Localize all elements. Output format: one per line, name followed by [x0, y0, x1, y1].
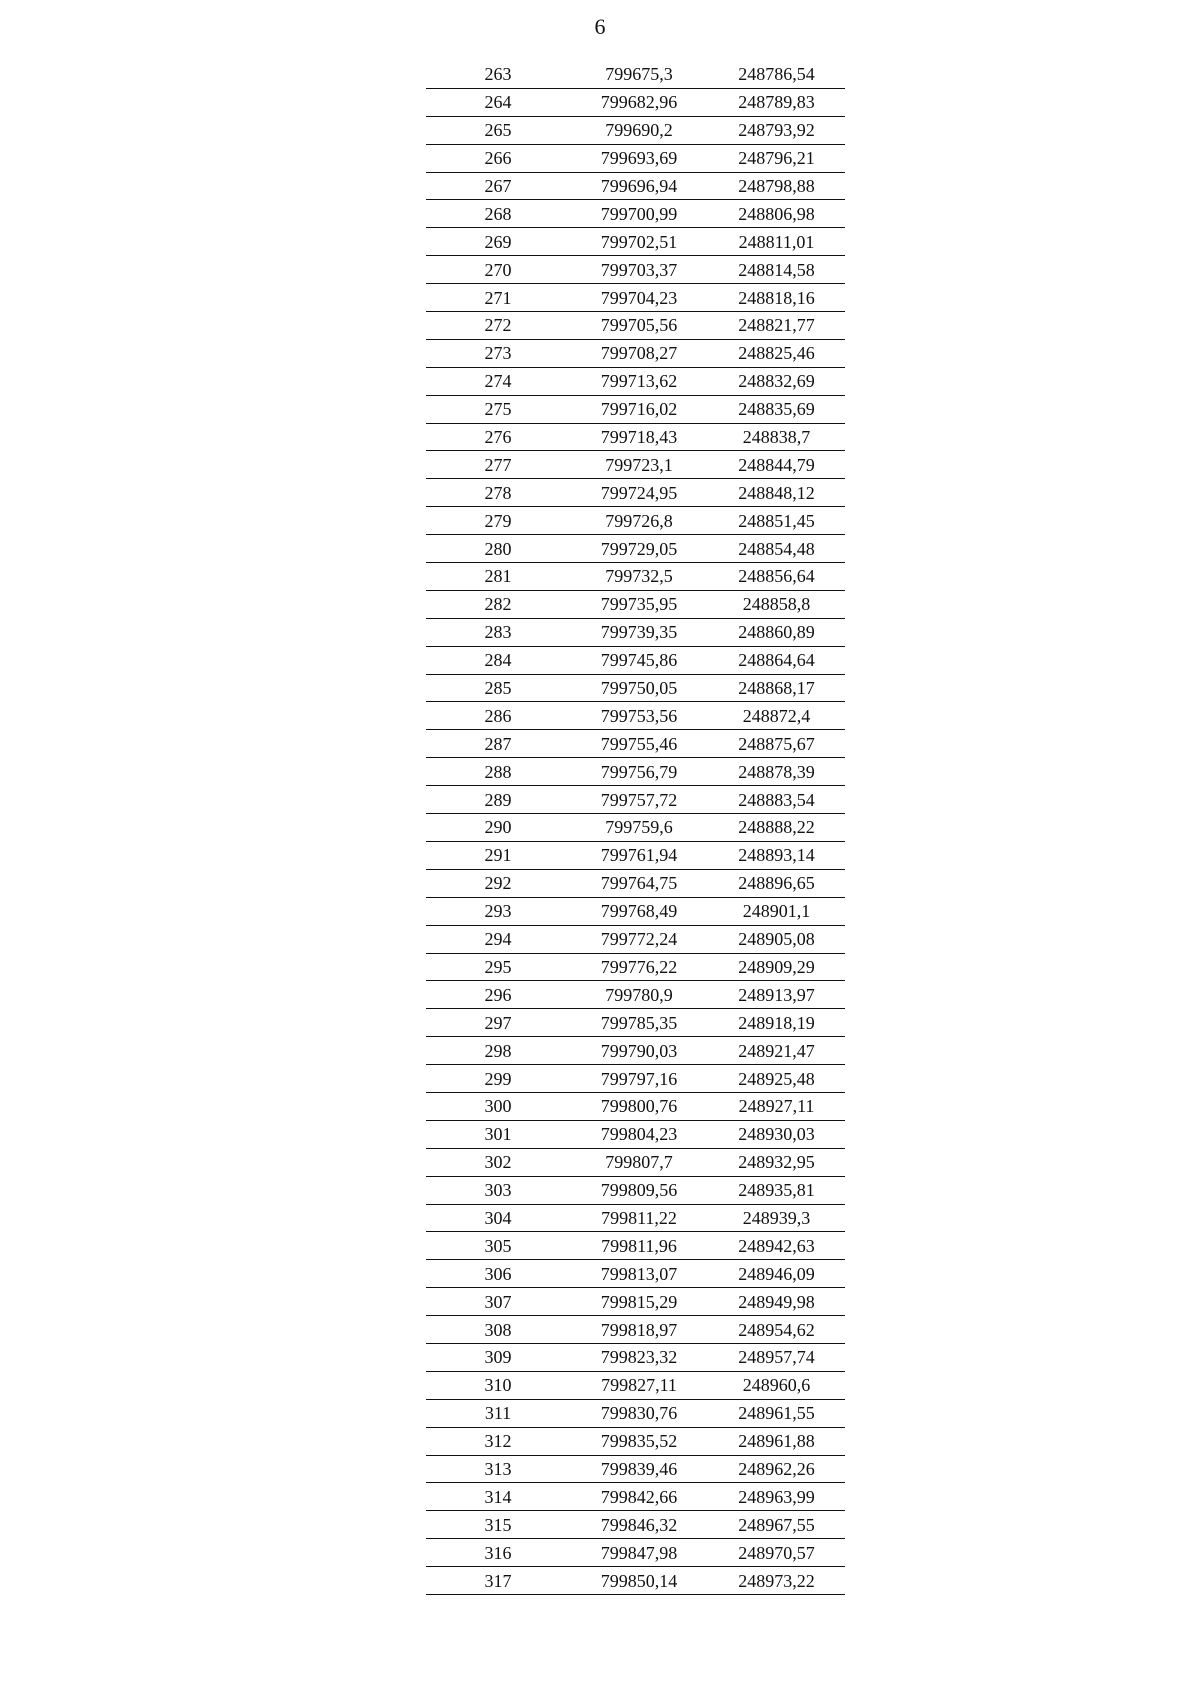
- x-coordinate-cell: 799700,99: [570, 200, 708, 228]
- y-coordinate-cell: 248939,3: [708, 1204, 845, 1232]
- table-row: [426, 172, 845, 200]
- x-coordinate-cell: 799696,94: [570, 172, 708, 200]
- y-coordinate-cell: 248896,65: [708, 869, 845, 897]
- coordinates-table: [426, 61, 845, 1595]
- x-coordinate-cell: 799704,23: [570, 284, 708, 312]
- point-number-cell: 314: [426, 1483, 570, 1511]
- table-row: [426, 1343, 845, 1371]
- y-coordinate-cell: 248856,64: [708, 563, 845, 591]
- y-coordinate-cell: 248961,55: [708, 1399, 845, 1427]
- y-coordinate-cell: 248838,7: [708, 423, 845, 451]
- point-number-cell: 316: [426, 1539, 570, 1567]
- table-row: [426, 116, 845, 144]
- table-row: [426, 61, 845, 88]
- x-coordinate-cell: 799850,14: [570, 1567, 708, 1595]
- point-number-cell: 282: [426, 590, 570, 618]
- table-row: [426, 1455, 845, 1483]
- point-number-cell: 290: [426, 814, 570, 842]
- y-coordinate-cell: 248909,29: [708, 953, 845, 981]
- table-row: [426, 1120, 845, 1148]
- x-coordinate-cell: 799800,76: [570, 1092, 708, 1120]
- point-number-cell: 293: [426, 897, 570, 925]
- y-coordinate-cell: 248851,45: [708, 507, 845, 535]
- table-row: [426, 1148, 845, 1176]
- point-number-cell: 317: [426, 1567, 570, 1595]
- y-coordinate-cell: 248963,99: [708, 1483, 845, 1511]
- x-coordinate-cell: 799809,56: [570, 1176, 708, 1204]
- point-number-cell: 266: [426, 144, 570, 172]
- y-coordinate-cell: 248901,1: [708, 897, 845, 925]
- x-coordinate-cell: 799811,96: [570, 1232, 708, 1260]
- table-row: [426, 563, 845, 591]
- point-number-cell: 294: [426, 925, 570, 953]
- x-coordinate-cell: 799756,79: [570, 758, 708, 786]
- table-row: [426, 786, 845, 814]
- x-coordinate-cell: 799842,66: [570, 1483, 708, 1511]
- x-coordinate-cell: 799693,69: [570, 144, 708, 172]
- x-coordinate-cell: 799713,62: [570, 367, 708, 395]
- table-row: [426, 395, 845, 423]
- point-number-cell: 284: [426, 646, 570, 674]
- point-number-cell: 301: [426, 1120, 570, 1148]
- point-number-cell: 305: [426, 1232, 570, 1260]
- table-row: [426, 897, 845, 925]
- point-number-cell: 273: [426, 339, 570, 367]
- y-coordinate-cell: 248973,22: [708, 1567, 845, 1595]
- x-coordinate-cell: 799723,1: [570, 451, 708, 479]
- point-number-cell: 307: [426, 1288, 570, 1316]
- table-row: [426, 730, 845, 758]
- y-coordinate-cell: 248848,12: [708, 479, 845, 507]
- y-coordinate-cell: 248835,69: [708, 395, 845, 423]
- table-row: [426, 1065, 845, 1093]
- x-coordinate-cell: 799759,6: [570, 814, 708, 842]
- table-row: [426, 1511, 845, 1539]
- table-row: [426, 758, 845, 786]
- x-coordinate-cell: 799846,32: [570, 1511, 708, 1539]
- y-coordinate-cell: 248918,19: [708, 1009, 845, 1037]
- point-number-cell: 304: [426, 1204, 570, 1232]
- table-row: [426, 479, 845, 507]
- point-number-cell: 287: [426, 730, 570, 758]
- y-coordinate-cell: 248844,79: [708, 451, 845, 479]
- x-coordinate-cell: 799827,11: [570, 1371, 708, 1399]
- x-coordinate-cell: 799811,22: [570, 1204, 708, 1232]
- x-coordinate-cell: 799823,32: [570, 1343, 708, 1371]
- table-row: [426, 1176, 845, 1204]
- table-row: [426, 1092, 845, 1120]
- x-coordinate-cell: 799768,49: [570, 897, 708, 925]
- point-number-cell: 274: [426, 367, 570, 395]
- y-coordinate-cell: 248932,95: [708, 1148, 845, 1176]
- point-number-cell: 289: [426, 786, 570, 814]
- y-coordinate-cell: 248860,89: [708, 618, 845, 646]
- y-coordinate-cell: 248970,57: [708, 1539, 845, 1567]
- y-coordinate-cell: 248942,63: [708, 1232, 845, 1260]
- table-row: [426, 841, 845, 869]
- x-coordinate-cell: 799705,56: [570, 312, 708, 340]
- table-row: [426, 1539, 845, 1567]
- y-coordinate-cell: 248798,88: [708, 172, 845, 200]
- y-coordinate-cell: 248864,64: [708, 646, 845, 674]
- y-coordinate-cell: 248821,77: [708, 312, 845, 340]
- table-row: [426, 869, 845, 897]
- y-coordinate-cell: 248872,4: [708, 702, 845, 730]
- x-coordinate-cell: 799830,76: [570, 1399, 708, 1427]
- x-coordinate-cell: 799750,05: [570, 674, 708, 702]
- table-row: [426, 144, 845, 172]
- y-coordinate-cell: 248957,74: [708, 1343, 845, 1371]
- table-row: [426, 228, 845, 256]
- table-row: [426, 451, 845, 479]
- table-row: [426, 312, 845, 340]
- point-number-cell: 280: [426, 535, 570, 563]
- x-coordinate-cell: 799839,46: [570, 1455, 708, 1483]
- point-number-cell: 300: [426, 1092, 570, 1120]
- table-row: [426, 618, 845, 646]
- table-row: [426, 925, 845, 953]
- point-number-cell: 298: [426, 1037, 570, 1065]
- point-number-cell: 295: [426, 953, 570, 981]
- x-coordinate-cell: 799739,35: [570, 618, 708, 646]
- point-number-cell: 288: [426, 758, 570, 786]
- point-number-cell: 285: [426, 674, 570, 702]
- point-number-cell: 269: [426, 228, 570, 256]
- x-coordinate-cell: 799716,02: [570, 395, 708, 423]
- x-coordinate-cell: 799724,95: [570, 479, 708, 507]
- point-number-cell: 277: [426, 451, 570, 479]
- table-row: [426, 814, 845, 842]
- point-number-cell: 296: [426, 981, 570, 1009]
- y-coordinate-cell: 248961,88: [708, 1427, 845, 1455]
- point-number-cell: 302: [426, 1148, 570, 1176]
- table-row: [426, 284, 845, 312]
- x-coordinate-cell: 799776,22: [570, 953, 708, 981]
- y-coordinate-cell: 248935,81: [708, 1176, 845, 1204]
- x-coordinate-cell: 799718,43: [570, 423, 708, 451]
- y-coordinate-cell: 248967,55: [708, 1511, 845, 1539]
- y-coordinate-cell: 248789,83: [708, 88, 845, 116]
- point-number-cell: 291: [426, 841, 570, 869]
- y-coordinate-cell: 248793,92: [708, 116, 845, 144]
- y-coordinate-cell: 248921,47: [708, 1037, 845, 1065]
- point-number-cell: 270: [426, 256, 570, 284]
- table-row: [426, 674, 845, 702]
- x-coordinate-cell: 799785,35: [570, 1009, 708, 1037]
- point-number-cell: 263: [426, 61, 570, 88]
- table-row: [426, 981, 845, 1009]
- y-coordinate-cell: 248806,98: [708, 200, 845, 228]
- table-row: [426, 1399, 845, 1427]
- point-number-cell: 309: [426, 1343, 570, 1371]
- table-row: [426, 590, 845, 618]
- y-coordinate-cell: 248832,69: [708, 367, 845, 395]
- table-row: [426, 200, 845, 228]
- table-row: [426, 953, 845, 981]
- x-coordinate-cell: 799729,05: [570, 535, 708, 563]
- x-coordinate-cell: 799732,5: [570, 563, 708, 591]
- point-number-cell: 268: [426, 200, 570, 228]
- x-coordinate-cell: 799772,24: [570, 925, 708, 953]
- table-row: [426, 1316, 845, 1344]
- y-coordinate-cell: 248858,8: [708, 590, 845, 618]
- y-coordinate-cell: 248814,58: [708, 256, 845, 284]
- x-coordinate-cell: 799818,97: [570, 1316, 708, 1344]
- x-coordinate-cell: 799682,96: [570, 88, 708, 116]
- table-row: [426, 1483, 845, 1511]
- y-coordinate-cell: 248818,16: [708, 284, 845, 312]
- x-coordinate-cell: 799790,03: [570, 1037, 708, 1065]
- table-row: [426, 1427, 845, 1455]
- x-coordinate-cell: 799703,37: [570, 256, 708, 284]
- table-row: [426, 423, 845, 451]
- point-number-cell: 311: [426, 1399, 570, 1427]
- y-coordinate-cell: 248893,14: [708, 841, 845, 869]
- x-coordinate-cell: 799753,56: [570, 702, 708, 730]
- x-coordinate-cell: 799797,16: [570, 1065, 708, 1093]
- table-row: [426, 535, 845, 563]
- y-coordinate-cell: 248875,67: [708, 730, 845, 758]
- x-coordinate-cell: 799726,8: [570, 507, 708, 535]
- point-number-cell: 281: [426, 563, 570, 591]
- point-number-cell: 278: [426, 479, 570, 507]
- page-number: 6: [594, 14, 606, 39]
- table-row: [426, 1232, 845, 1260]
- y-coordinate-cell: 248905,08: [708, 925, 845, 953]
- point-number-cell: 271: [426, 284, 570, 312]
- coordinates-table-body: [426, 61, 845, 1594]
- x-coordinate-cell: 799675,3: [570, 61, 708, 88]
- point-number-cell: 283: [426, 618, 570, 646]
- point-number-cell: 297: [426, 1009, 570, 1037]
- x-coordinate-cell: 799764,75: [570, 869, 708, 897]
- table-row: [426, 1009, 845, 1037]
- x-coordinate-cell: 799804,23: [570, 1120, 708, 1148]
- point-number-cell: 265: [426, 116, 570, 144]
- x-coordinate-cell: 799780,9: [570, 981, 708, 1009]
- x-coordinate-cell: 799847,98: [570, 1539, 708, 1567]
- table-row: [426, 702, 845, 730]
- x-coordinate-cell: 799807,7: [570, 1148, 708, 1176]
- y-coordinate-cell: 248925,48: [708, 1065, 845, 1093]
- y-coordinate-cell: 248878,39: [708, 758, 845, 786]
- point-number-cell: 310: [426, 1371, 570, 1399]
- y-coordinate-cell: 248962,26: [708, 1455, 845, 1483]
- point-number-cell: 276: [426, 423, 570, 451]
- y-coordinate-cell: 248811,01: [708, 228, 845, 256]
- x-coordinate-cell: 799708,27: [570, 339, 708, 367]
- point-number-cell: 292: [426, 869, 570, 897]
- table-row: [426, 367, 845, 395]
- x-coordinate-cell: 799835,52: [570, 1427, 708, 1455]
- point-number-cell: 312: [426, 1427, 570, 1455]
- x-coordinate-cell: 799735,95: [570, 590, 708, 618]
- y-coordinate-cell: 248960,6: [708, 1371, 845, 1399]
- x-coordinate-cell: 799813,07: [570, 1260, 708, 1288]
- point-number-cell: 299: [426, 1065, 570, 1093]
- table-row: [426, 1567, 845, 1595]
- point-number-cell: 286: [426, 702, 570, 730]
- point-number-cell: 306: [426, 1260, 570, 1288]
- point-number-cell: 303: [426, 1176, 570, 1204]
- table-row: [426, 256, 845, 284]
- point-number-cell: 315: [426, 1511, 570, 1539]
- y-coordinate-cell: 248949,98: [708, 1288, 845, 1316]
- table-row: [426, 88, 845, 116]
- y-coordinate-cell: 248946,09: [708, 1260, 845, 1288]
- point-number-cell: 313: [426, 1455, 570, 1483]
- table-row: [426, 1037, 845, 1065]
- y-coordinate-cell: 248888,22: [708, 814, 845, 842]
- x-coordinate-cell: 799815,29: [570, 1288, 708, 1316]
- table-row: [426, 1260, 845, 1288]
- point-number-cell: 264: [426, 88, 570, 116]
- y-coordinate-cell: 248883,54: [708, 786, 845, 814]
- table-row: [426, 1204, 845, 1232]
- x-coordinate-cell: 799755,46: [570, 730, 708, 758]
- x-coordinate-cell: 799757,72: [570, 786, 708, 814]
- x-coordinate-cell: 799745,86: [570, 646, 708, 674]
- x-coordinate-cell: 799761,94: [570, 841, 708, 869]
- point-number-cell: 279: [426, 507, 570, 535]
- y-coordinate-cell: 248927,11: [708, 1092, 845, 1120]
- point-number-cell: 308: [426, 1316, 570, 1344]
- y-coordinate-cell: 248825,46: [708, 339, 845, 367]
- point-number-cell: 267: [426, 172, 570, 200]
- y-coordinate-cell: 248868,17: [708, 674, 845, 702]
- table-row: [426, 646, 845, 674]
- x-coordinate-cell: 799690,2: [570, 116, 708, 144]
- table-row: [426, 339, 845, 367]
- table-row: [426, 507, 845, 535]
- y-coordinate-cell: 248954,62: [708, 1316, 845, 1344]
- y-coordinate-cell: 248930,03: [708, 1120, 845, 1148]
- y-coordinate-cell: 248913,97: [708, 981, 845, 1009]
- point-number-cell: 272: [426, 312, 570, 340]
- table-row: [426, 1371, 845, 1399]
- y-coordinate-cell: 248786,54: [708, 61, 845, 88]
- table-row: [426, 1288, 845, 1316]
- point-number-cell: 275: [426, 395, 570, 423]
- x-coordinate-cell: 799702,51: [570, 228, 708, 256]
- y-coordinate-cell: 248854,48: [708, 535, 845, 563]
- y-coordinate-cell: 248796,21: [708, 144, 845, 172]
